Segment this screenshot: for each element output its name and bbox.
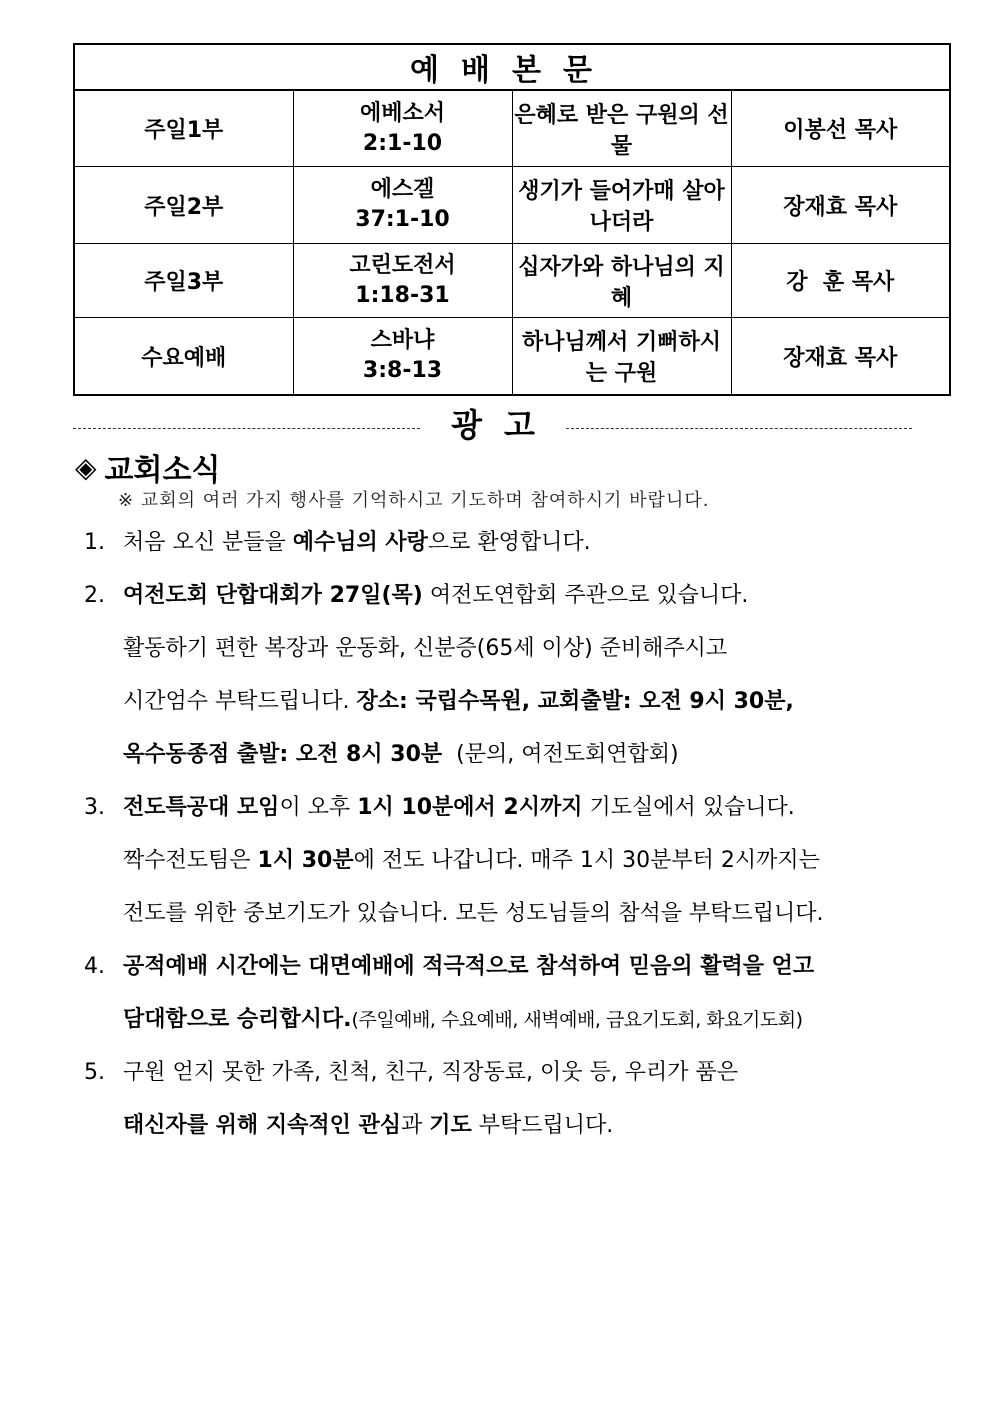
bold-text: 장소: 국립수목원, 교회출발: 오전 9시 30분, [356, 689, 794, 714]
scripture-verse: 2:1-10 [362, 130, 443, 156]
scripture-verse: 37:1-10 [355, 207, 450, 232]
bold-text: 옥수동종점 출발: 오전 8시 30분 [123, 742, 443, 767]
announcement-line [84, 891, 964, 944]
bold-text: 여전도회 단합대회가 27일(목) [123, 583, 423, 608]
section-note: ※ 교회의 여러 가지 행사를 기억하시고 기도하며 참여하시기 바랍니다. [118, 490, 710, 511]
item-number: 3. [84, 795, 105, 820]
section-title: 교회소식 [104, 453, 221, 488]
worship-title: 예배본문 [74, 44, 950, 90]
announcement-line [84, 785, 964, 838]
service-name: 주일1부 [74, 90, 293, 167]
body-text: 여전도연합회 주관으로 있습니다. [422, 583, 749, 608]
bold-text: 태신자를 위해 [123, 1113, 266, 1138]
scripture-verse: 3:8-13 [362, 358, 443, 383]
bold-text: 전도특공대 모임 [123, 795, 280, 820]
body-text: (주일예배, 수요예배, 새벽예배, 금요기도회, 화요기도회) [351, 1009, 803, 1031]
body-text: 이 오후 [279, 795, 358, 820]
pastor-name: 장재효 목사 [731, 167, 950, 244]
table-row [74, 90, 950, 167]
table-row [74, 244, 950, 318]
body-text: 기도실에서 있습니다. [582, 795, 795, 820]
dashed-divider-right [566, 428, 912, 429]
pastor-name: 장재효 목사 [731, 318, 950, 396]
service-name: 주일3부 [74, 244, 293, 318]
body-text: 짝수전도팀은 [123, 848, 258, 873]
announcement-list [84, 520, 964, 1156]
scripture-ref [293, 318, 512, 396]
item-number: 2. [84, 583, 105, 608]
scripture-book: 에스겔 [370, 177, 435, 202]
table-row [74, 167, 950, 244]
bold-text: 지속적인 관심 [265, 1113, 402, 1138]
sermon-title: 생기가 들어가매 살아나더라 [512, 167, 731, 244]
announcement-line [84, 626, 964, 679]
scripture-ref [293, 90, 512, 167]
body-text: 과 [401, 1113, 430, 1138]
announcement-line [84, 732, 964, 785]
announcement-line [84, 1050, 964, 1103]
section-heading [75, 445, 220, 489]
bold-text: 담대함으로 승리합시다. [123, 1007, 352, 1032]
table-row [74, 318, 950, 396]
sermon-title: 은혜로 받은 구원의 선물 [512, 90, 731, 167]
body-text: 시간엄수 부탁드립니다. [123, 689, 357, 714]
body-text: 구원 얻지 못한 가족, 친척, 친구, 직장동료, 이웃 등, 우리가 품은 [123, 1060, 738, 1085]
body-text: 으로 환영합니다. [427, 530, 591, 555]
item-number: 5. [84, 1060, 105, 1085]
bold-text: 예수님의 사랑 [292, 530, 428, 555]
body-text: 에 전도 나갑니다. 매주 1시 30분부터 2시까지는 [353, 848, 820, 873]
bold-text: 기도 [429, 1113, 472, 1138]
sermon-title: 십자가와 하나님의 지혜 [512, 244, 731, 318]
item-number: 1. [84, 530, 105, 555]
body-text: 전도를 위한 중보기도가 있습니다. 모든 성도님들의 참석을 부탁드립니다. [123, 901, 824, 926]
announcement-line [84, 679, 964, 732]
body-text: 처음 오신 분들을 [123, 530, 293, 555]
item-number: 4. [84, 954, 105, 979]
scripture-ref [293, 244, 512, 318]
announcement-line [84, 573, 964, 626]
scripture-verse: 1:18-31 [355, 282, 450, 308]
body-text: (문의, 여전도회연합회) [442, 742, 679, 767]
announcement-line [84, 997, 964, 1050]
bold-text: 1시 30분 [257, 848, 354, 873]
announcements-heading: 광고 [451, 406, 557, 444]
scripture-book: 스바냐 [370, 328, 435, 353]
announcement-line [84, 944, 964, 997]
worship-table [73, 43, 951, 396]
pastor-name: 강 훈 목사 [731, 244, 950, 318]
scripture-book: 고린도전서 [349, 252, 456, 278]
body-text: 활동하기 편한 복장과 운동화, 신분증(65세 이상) 준비해주시고 [123, 636, 728, 661]
sermon-title: 하나님께서 기뻐하시는 구원 [512, 318, 731, 396]
scripture-ref [293, 167, 512, 244]
announcement-line [84, 838, 964, 891]
bold-text: 1시 10분에서 2시까지 [357, 795, 583, 820]
service-name: 주일2부 [74, 167, 293, 244]
announcement-line [84, 1103, 964, 1156]
bold-text: 공적예배 시간에는 대면예배에 적극적으로 참석하여 믿음의 활력을 얻고 [123, 954, 815, 979]
announcement-line [84, 520, 964, 573]
scripture-book: 에베소서 [359, 100, 445, 126]
diamond-bullet-icon: ◈ [75, 450, 97, 484]
body-text: 부탁드립니다. [471, 1113, 614, 1138]
dashed-divider-left [73, 428, 420, 429]
pastor-name: 이봉선 목사 [731, 90, 950, 167]
service-name: 수요예배 [74, 318, 293, 396]
